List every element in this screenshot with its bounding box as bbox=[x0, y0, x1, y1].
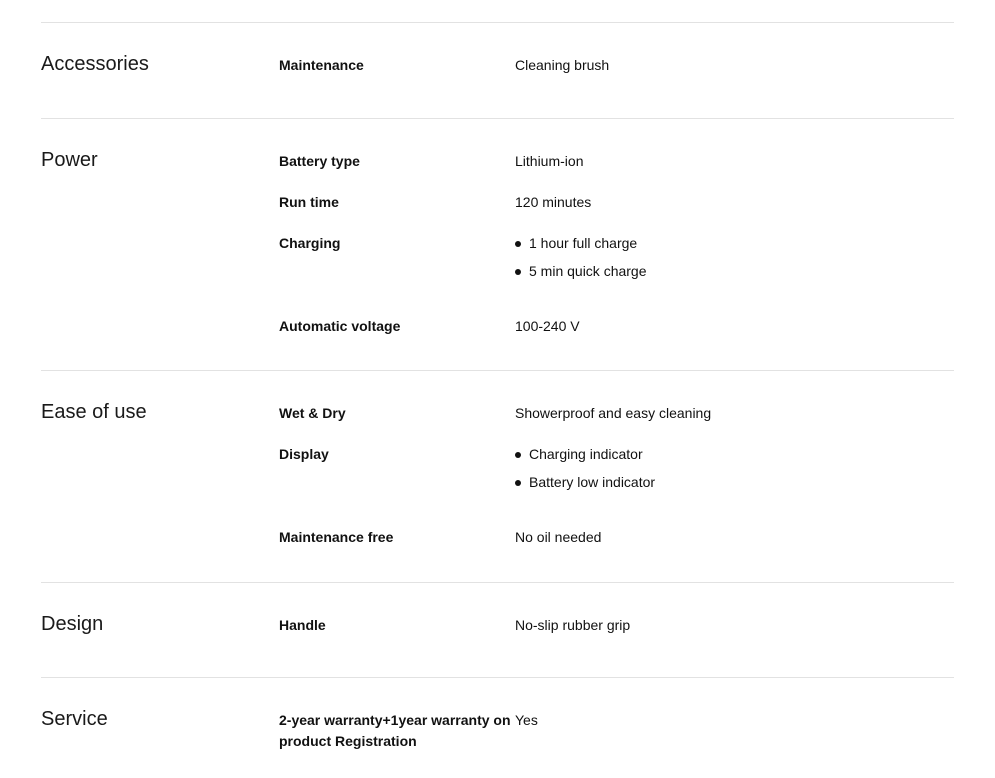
spec-value: No oil needed bbox=[515, 529, 602, 545]
list-item-text: Battery low indicator bbox=[529, 474, 656, 490]
bullet-icon bbox=[515, 452, 521, 458]
section-rows bbox=[279, 615, 954, 636]
section-ease-of-use bbox=[41, 370, 954, 582]
spec-label: Handle bbox=[279, 617, 326, 633]
section-design bbox=[41, 582, 954, 677]
section-power bbox=[41, 118, 954, 370]
spec-row-charging bbox=[279, 233, 954, 296]
bullet-icon bbox=[515, 241, 521, 247]
spec-row-battery-type bbox=[279, 151, 954, 172]
spec-row-maintenance-free bbox=[279, 527, 954, 548]
spec-value: Lithium-ion bbox=[515, 153, 584, 169]
spec-value: Cleaning brush bbox=[515, 57, 610, 73]
bullet-icon bbox=[515, 269, 521, 275]
section-service bbox=[41, 677, 954, 778]
spec-row-display bbox=[279, 444, 954, 507]
spec-row-handle bbox=[279, 615, 954, 636]
spec-row-wet-dry bbox=[279, 403, 954, 424]
spec-label: Automatic voltage bbox=[279, 318, 401, 334]
spec-label: 2-year warranty+1year warranty on product Registration bbox=[279, 712, 511, 749]
spec-value: Yes bbox=[515, 712, 538, 728]
spec-value: 120 minutes bbox=[515, 194, 592, 210]
specifications-table bbox=[41, 22, 954, 778]
section-title: Service bbox=[41, 708, 108, 730]
spec-row-automatic-voltage bbox=[279, 316, 954, 337]
spec-value: 100-240 V bbox=[515, 318, 580, 334]
bullet-list bbox=[515, 233, 954, 282]
list-item bbox=[515, 444, 954, 465]
section-rows bbox=[279, 55, 954, 76]
spec-label: Maintenance bbox=[279, 57, 364, 73]
section-rows bbox=[279, 151, 954, 337]
spec-row-run-time bbox=[279, 192, 954, 213]
spec-label: Charging bbox=[279, 235, 341, 251]
section-title: Power bbox=[41, 149, 98, 171]
spec-label: Run time bbox=[279, 194, 339, 210]
list-item-text: 5 min quick charge bbox=[529, 263, 647, 279]
list-item bbox=[515, 261, 954, 282]
spec-value bbox=[515, 233, 954, 282]
section-title: Accessories bbox=[41, 53, 149, 75]
spec-row-warranty bbox=[279, 710, 954, 752]
spec-row-maintenance bbox=[279, 55, 954, 76]
section-rows bbox=[279, 403, 954, 548]
bullet-icon bbox=[515, 480, 521, 486]
spec-value: Showerproof and easy cleaning bbox=[515, 405, 712, 421]
list-item bbox=[515, 233, 954, 254]
section-accessories bbox=[41, 22, 954, 118]
list-item-text: Charging indicator bbox=[529, 446, 643, 462]
bullet-list bbox=[515, 444, 954, 493]
spec-label: Maintenance free bbox=[279, 529, 394, 545]
list-item-text: 1 hour full charge bbox=[529, 235, 638, 251]
section-rows bbox=[279, 710, 954, 752]
spec-value: No-slip rubber grip bbox=[515, 617, 631, 633]
section-title: Ease of use bbox=[41, 401, 147, 423]
spec-label: Battery type bbox=[279, 153, 360, 169]
spec-label: Wet & Dry bbox=[279, 405, 346, 421]
spec-label: Display bbox=[279, 446, 329, 462]
list-item bbox=[515, 472, 954, 493]
section-title: Design bbox=[41, 613, 104, 635]
spec-value bbox=[515, 444, 954, 493]
